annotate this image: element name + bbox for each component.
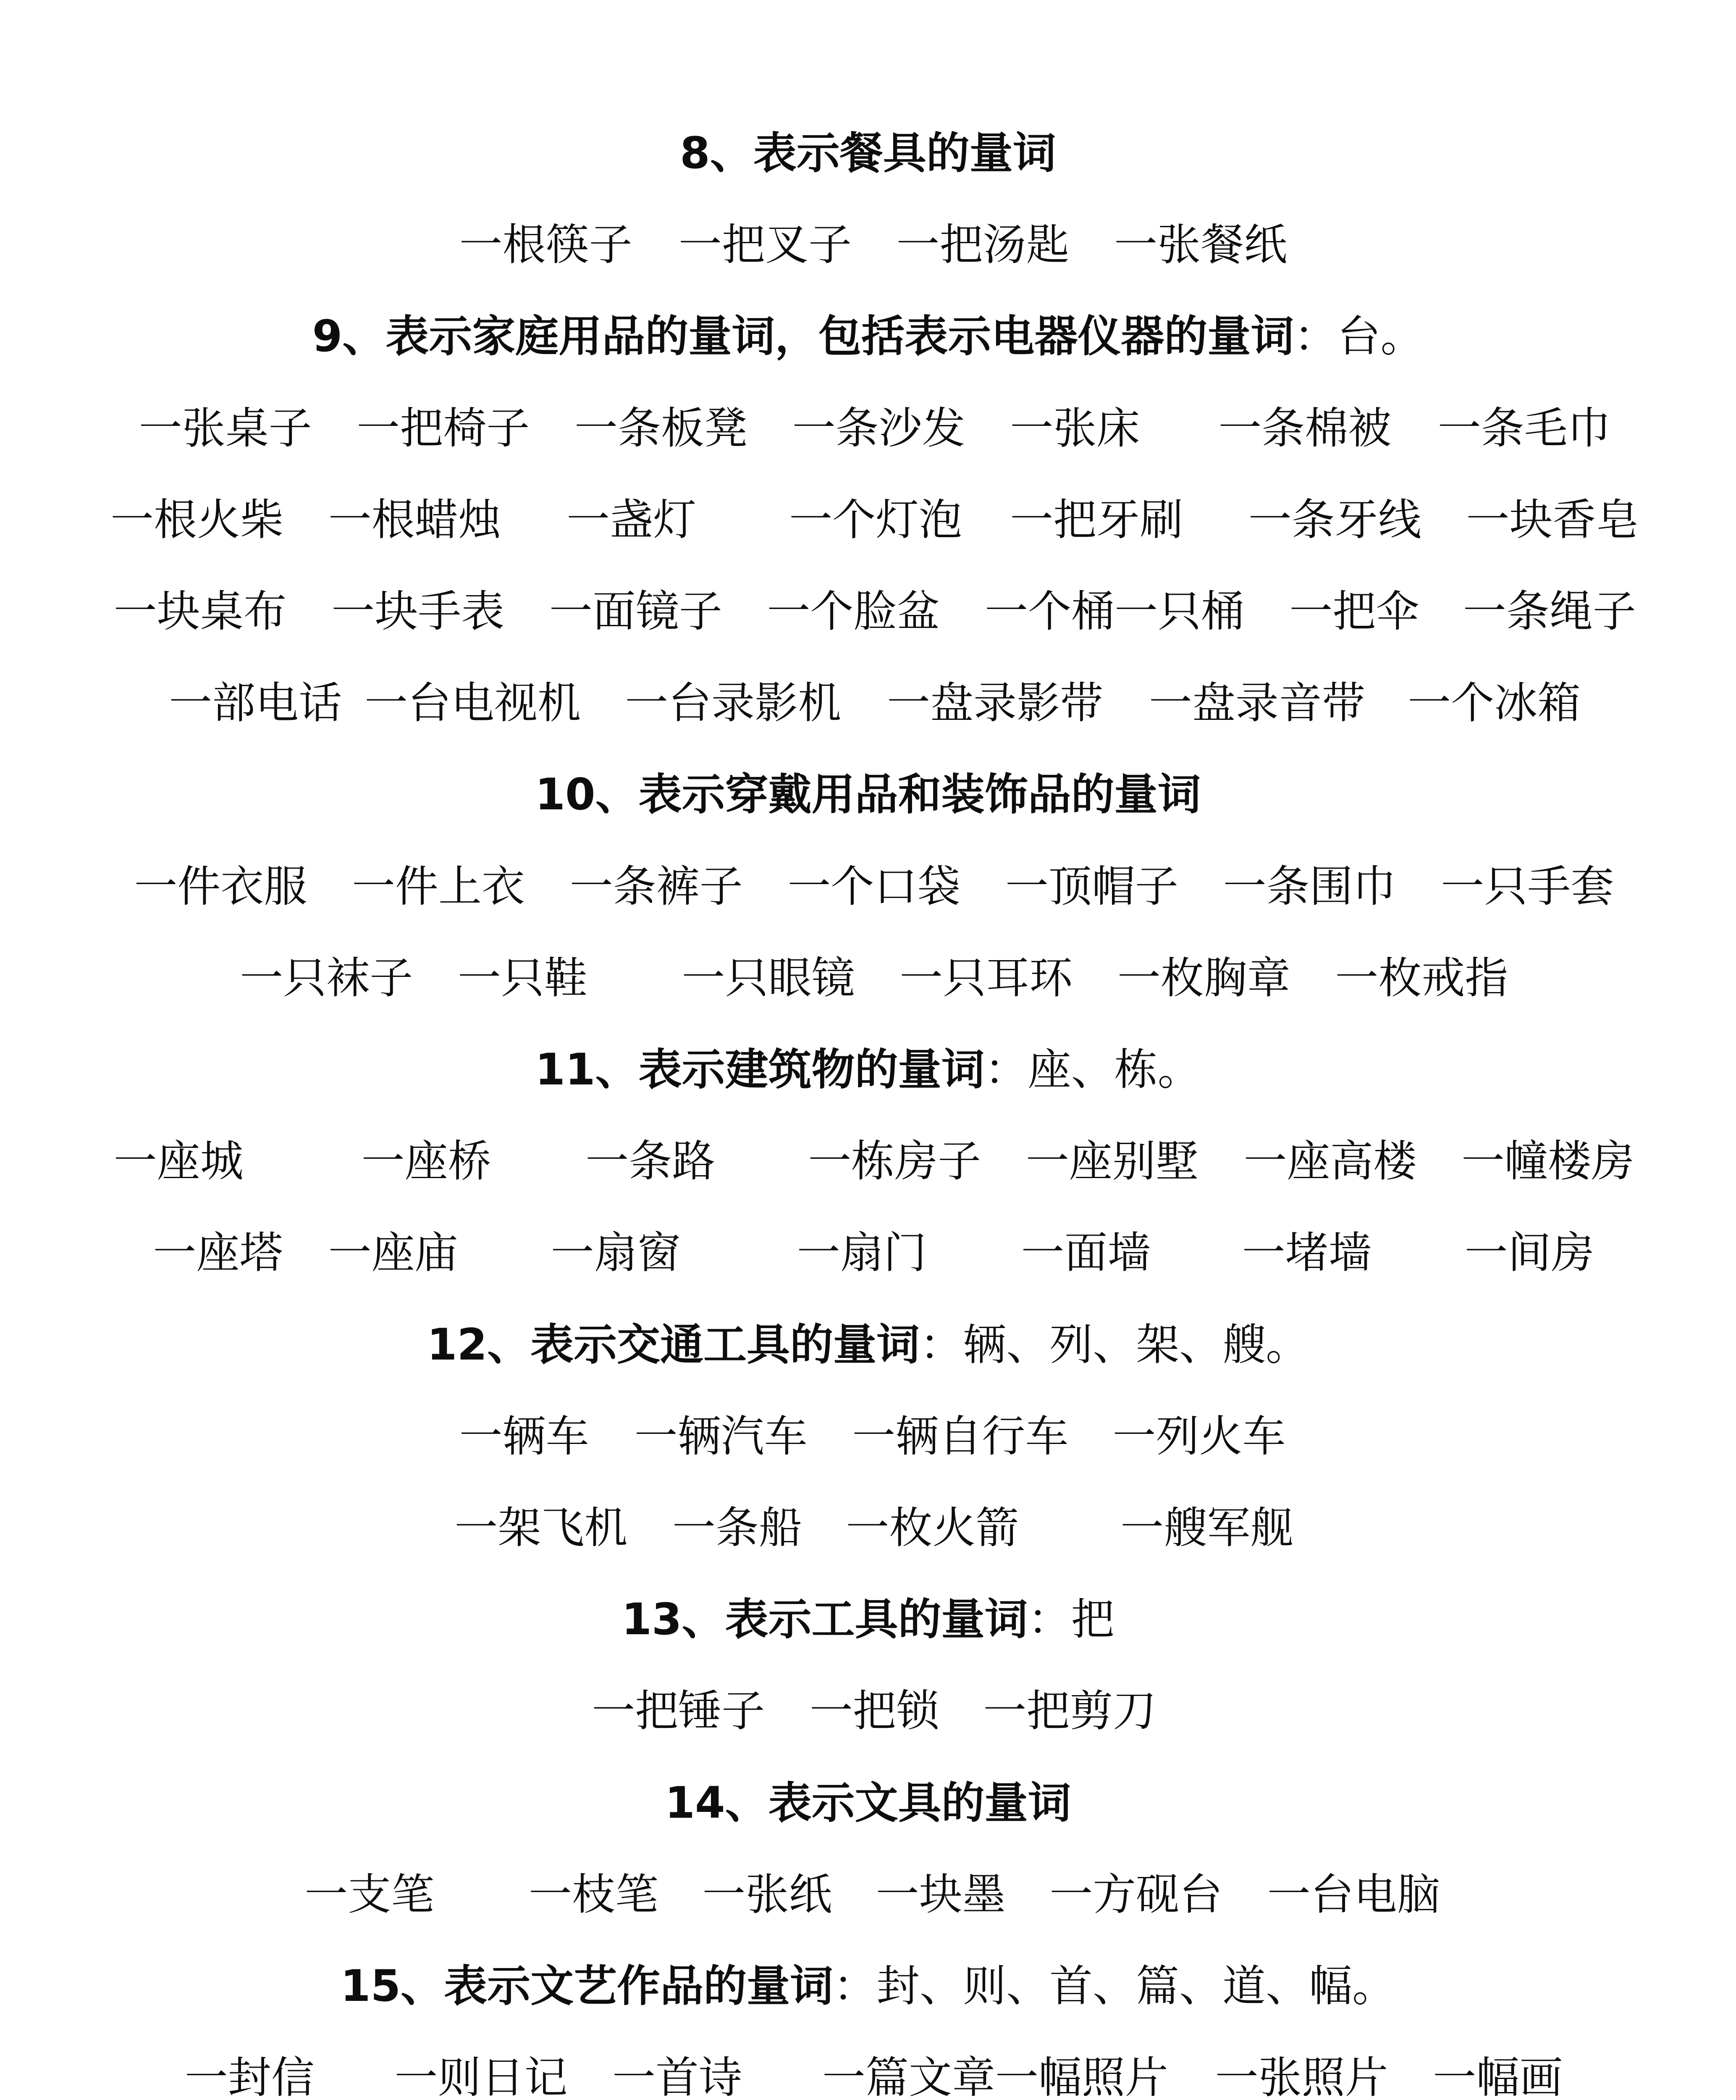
phrase-row	[0, 2050, 1736, 2100]
measure-phrase: 一张照片	[1215, 2053, 1388, 2100]
measure-phrase: 一张床	[1010, 403, 1140, 454]
measure-phrase: 一个冰箱	[1408, 678, 1581, 729]
section-heading-title: 11、表示建筑物的量词	[535, 1045, 985, 1095]
measure-phrase: 一只手套	[1441, 861, 1614, 912]
measure-phrase: 一则日记	[394, 2053, 568, 2100]
measure-phrase: 一只耳环	[899, 953, 1073, 1003]
phrase-row	[0, 1501, 1736, 1555]
measure-phrase: 一台电脑	[1267, 1869, 1440, 1920]
measure-phrase: 一间房	[1464, 1228, 1594, 1278]
measure-phrase: 一块桌布	[113, 586, 287, 637]
measure-phrase: 一只鞋	[457, 953, 587, 1003]
measure-phrase: 一支笔	[304, 1869, 435, 1920]
phrase-row	[0, 1409, 1736, 1464]
measure-phrase: 一根蜡烛	[328, 494, 501, 545]
measure-phrase: 一把锤子	[592, 1686, 765, 1737]
section-heading-title: 8、表示餐具的量词	[680, 128, 1056, 178]
measure-phrase: 一辆自行车	[852, 1411, 1069, 1462]
measure-phrase: 一面镜子	[549, 586, 722, 637]
measure-phrase: 一把椅子	[357, 403, 530, 454]
measure-phrase: 一架飞机	[454, 1503, 628, 1553]
phrase-row	[0, 676, 1736, 730]
section-heading	[0, 309, 1736, 364]
measure-phrase: 一块手表	[331, 586, 505, 637]
section-heading	[0, 1592, 1736, 1647]
measure-phrase: 一条船	[672, 1503, 802, 1553]
measure-phrase: 一扇门	[797, 1228, 927, 1278]
section-heading-title: 10、表示穿戴用品和装饰品的量词	[535, 769, 1201, 820]
measure-phrase: 一条牙线	[1248, 494, 1421, 545]
measure-phrase: 一根筷子	[459, 220, 632, 270]
phrase-row	[0, 951, 1736, 1005]
measure-phrase: 一条沙发	[792, 403, 965, 454]
measure-phrase: 一条路	[585, 1136, 716, 1187]
measure-phrase: 一座庙	[328, 1228, 458, 1278]
measure-phrase: 一个口袋	[787, 861, 961, 912]
phrase-row	[0, 401, 1736, 456]
measure-phrase: 一把汤匙	[896, 220, 1070, 270]
section-heading-classifiers: ：台。	[1294, 311, 1424, 362]
measure-phrase: 一条围巾	[1223, 861, 1396, 912]
measure-phrase: 一扇窗	[551, 1228, 681, 1278]
measure-phrase: 一方砚台	[1049, 1869, 1223, 1920]
measure-phrase: 一只眼镜	[682, 953, 855, 1003]
section-heading-title: 15、表示文艺作品的量词	[340, 1961, 834, 2011]
measure-phrase: 一张餐纸	[1114, 220, 1288, 270]
section-heading-title: 13、表示工具的量词	[621, 1594, 1028, 1645]
measure-phrase: 一条棉被	[1218, 403, 1392, 454]
measure-phrase: 一座高楼	[1243, 1136, 1417, 1187]
section-heading	[0, 1042, 1736, 1097]
measure-phrase: 一首诗	[612, 2053, 742, 2100]
measure-phrase: 一台录影机	[625, 678, 842, 729]
measure-phrase: 一顶帽子	[1005, 861, 1178, 912]
measure-phrase: 一座别墅	[1025, 1136, 1199, 1187]
section-heading-classifiers: ：封、则、首、篇、道、幅。	[833, 1961, 1396, 2011]
measure-phrase: 一栋房子	[808, 1136, 981, 1187]
measure-phrase: 一块香皂	[1466, 494, 1639, 545]
measure-phrase: 一座桥	[361, 1136, 491, 1187]
measure-phrase: 一篇文章一幅照片	[822, 2053, 1168, 2100]
section-heading-title: 14、表示文具的量词	[665, 1777, 1071, 1828]
measure-phrase: 一堵墙	[1242, 1228, 1372, 1278]
measure-phrase: 一辆车	[459, 1411, 589, 1462]
measure-phrase: 一把锁	[809, 1686, 939, 1737]
measure-phrase: 一座塔	[153, 1228, 283, 1278]
phrase-row	[0, 1226, 1736, 1280]
measure-phrase: 一把牙刷	[1010, 494, 1183, 545]
phrase-row	[0, 218, 1736, 272]
phrase-row	[0, 1684, 1736, 1738]
phrase-row	[0, 1867, 1736, 1922]
measure-phrase: 一座城	[113, 1136, 244, 1187]
measure-phrase: 一把叉子	[679, 220, 852, 270]
measure-phrase: 一块墨	[876, 1869, 1006, 1920]
measure-phrase: 一枝笔	[528, 1869, 658, 1920]
measure-phrase: 一枚火箭	[846, 1503, 1019, 1553]
measure-phrase: 一把伞	[1289, 586, 1419, 637]
measure-phrase: 一幢楼房	[1461, 1136, 1635, 1187]
measure-phrase: 一盏灯	[566, 494, 697, 545]
section-heading	[0, 767, 1736, 822]
phrase-row	[0, 493, 1736, 547]
section-heading	[0, 126, 1736, 181]
measure-phrase: 一盘录影带	[887, 678, 1104, 729]
measure-phrase: 一列火车	[1112, 1411, 1286, 1462]
phrase-row	[0, 1134, 1736, 1189]
measure-phrase: 一张桌子	[139, 403, 312, 454]
measure-phrase: 一辆汽车	[634, 1411, 808, 1462]
measure-phrase: 一个脸盆	[767, 586, 940, 637]
measure-phrase: 一枚戒指	[1335, 953, 1508, 1003]
measure-phrase: 一件上衣	[352, 861, 525, 912]
measure-phrase: 一张纸	[702, 1869, 832, 1920]
measure-phrase: 一把剪刀	[983, 1686, 1156, 1737]
section-heading-title: 12、表示交通工具的量词	[427, 1319, 920, 1370]
phrase-row	[0, 859, 1736, 914]
section-heading	[0, 1318, 1736, 1372]
measure-phrase: 一只袜子	[240, 953, 413, 1003]
measure-phrase: 一艘军舰	[1120, 1503, 1294, 1553]
measure-phrase: 一个桶一只桶	[985, 586, 1245, 637]
section-heading	[0, 1776, 1736, 1830]
section-heading-classifiers: ：辆、列、架、艘。	[920, 1319, 1309, 1370]
measure-phrase: 一台电视机	[365, 678, 581, 729]
phrase-row	[0, 584, 1736, 639]
measure-phrase: 一件衣服	[134, 861, 307, 912]
section-heading-title: 9、表示家庭用品的量词，包括表示电器仪器的量词	[312, 311, 1294, 362]
measure-phrase: 一封信	[184, 2053, 315, 2100]
measure-phrase: 一根火柴	[110, 494, 284, 545]
measure-phrase: 一盘录音带	[1149, 678, 1365, 729]
measure-phrase: 一幅画	[1433, 2053, 1563, 2100]
measure-phrase: 一面墙	[1021, 1228, 1151, 1278]
section-heading	[0, 1959, 1736, 2013]
measure-phrase: 一条裤子	[569, 861, 743, 912]
measure-phrase: 一个灯泡	[789, 494, 962, 545]
section-heading-classifiers: ：把	[1028, 1594, 1115, 1645]
measure-phrase: 一条板凳	[574, 403, 747, 454]
measure-phrase: 一枚胸章	[1117, 953, 1290, 1003]
section-heading-classifiers: ：座、栋。	[984, 1045, 1201, 1095]
measure-phrase: 一部电话	[169, 678, 342, 729]
measure-phrase: 一条毛巾	[1437, 403, 1611, 454]
measure-phrase: 一条绳子	[1463, 586, 1636, 637]
